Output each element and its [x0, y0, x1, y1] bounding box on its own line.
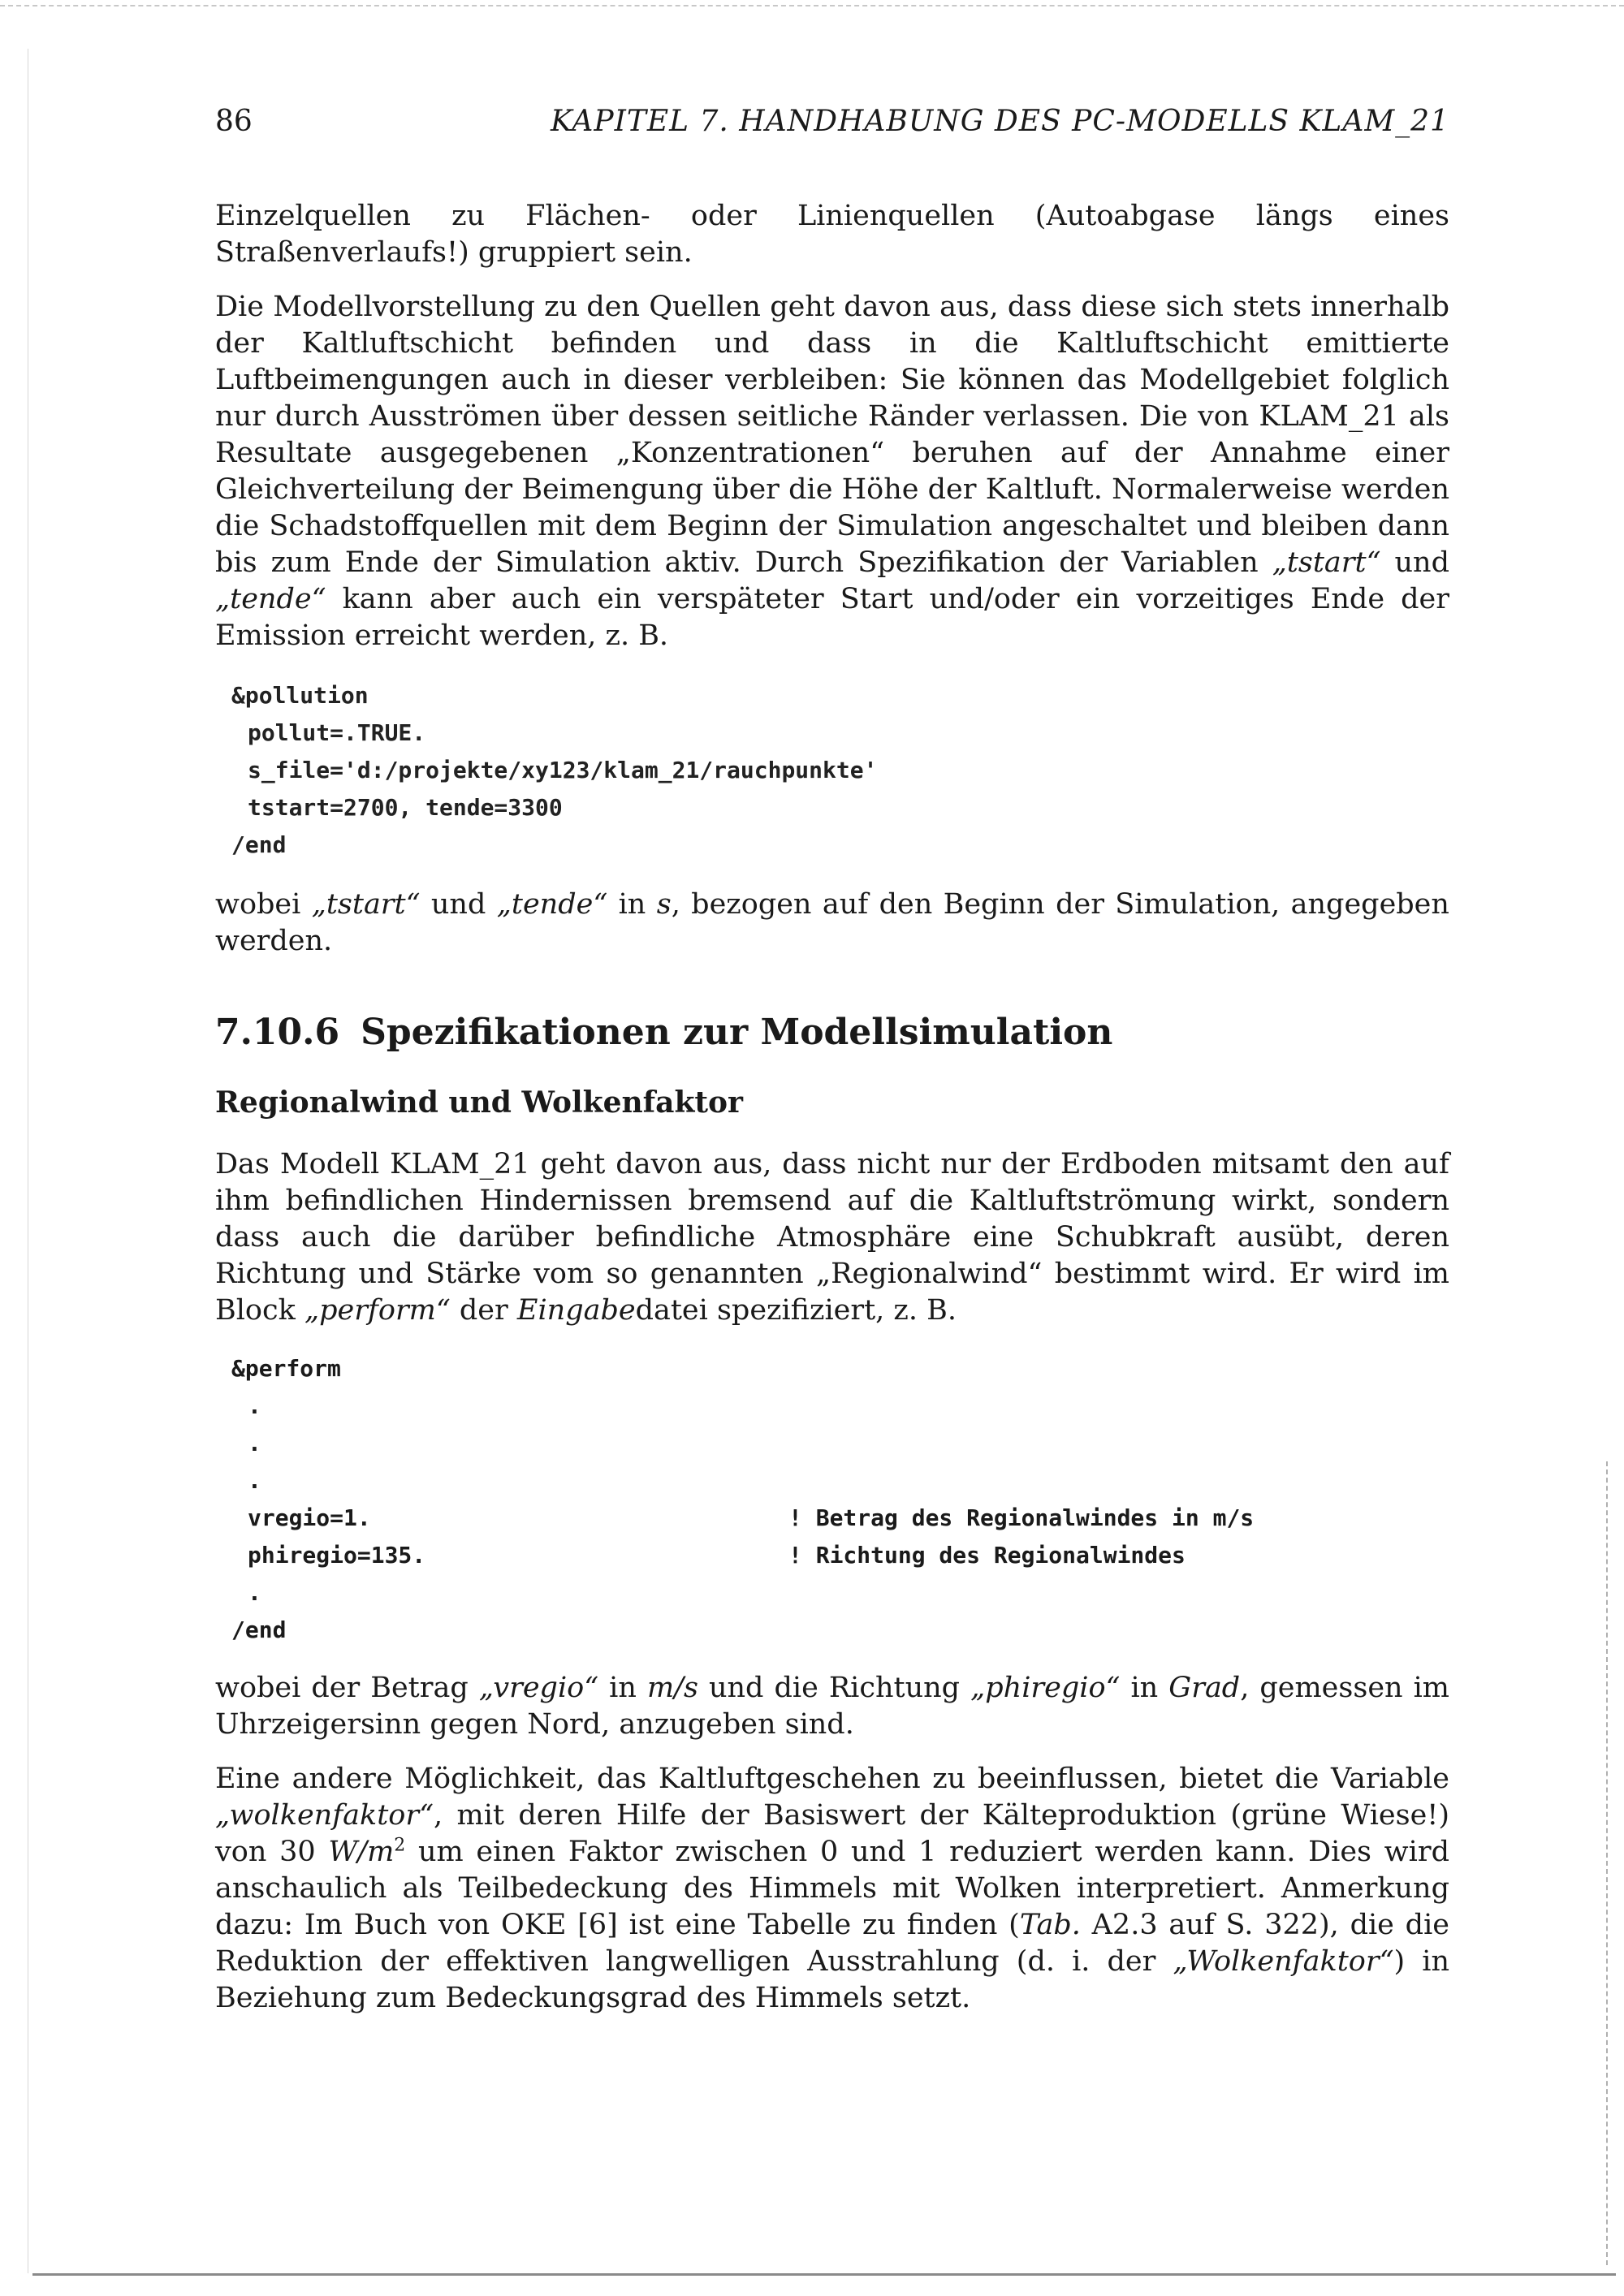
variable-wolkenfaktor-quote: „Wolkenfaktor“ [1173, 1945, 1394, 1978]
paragraph-text: Einzelquellen zu Flächen- oder Linienquellen (Autoabgase längs eines Straßenverlaufs!) gruppiert sein. [215, 200, 1449, 269]
paragraph-text: , mit deren Hilfe der Basiswert der Kälteproduktion (grüne Wiese!) von 30 [215, 1799, 1449, 1868]
code-line [231, 1425, 1449, 1462]
code-ellipsis-dot: . [248, 1430, 261, 1457]
paragraph-text: in [609, 1672, 637, 1704]
code-text: &perform [231, 1355, 341, 1382]
code-text: s_file='d:/projekte/xy123/klam_21/rauchpunkte' [248, 757, 878, 783]
paragraph-text: Die Modellvorstellung zu den Quellen geht davon aus, dass diese sich stets innerhalb der Kaltluftschicht befinden und dass in die Kaltluftschicht emittierte Luftbeimengungen auch in dieser verbleiben: Sie können das Modellgebiet folglich nur durch Ausströmen über dessen seitliche Ränder verlassen. Die von KLAM_21 als Resultate ausgegebenen „Konzentrationen“ beruhen auf der Annahme einer Gleichverteilung der Beimengung über die Höhe der Kaltluft. Normalerweise werden die Schadstoffquellen mit dem Beginn der Simulation angeschaltet und bleiben dann bis zum Ende der Simulation aktiv. Durch Spezifikation der Variablen [215, 291, 1449, 579]
code-line [231, 1500, 1449, 1537]
code-ellipsis-dot: . [248, 1579, 261, 1606]
code-ellipsis-dot: . [248, 1392, 261, 1419]
paragraph-text: und [1394, 546, 1449, 579]
section-number: 7.10.6 [215, 1012, 340, 1053]
table-reference: Tab. [1019, 1909, 1081, 1941]
paragraph-text: um einen Faktor zwischen 0 und 1 reduziert werden kann. Dies wird anschaulich als Teilbedeckung des Himmels mit Wolken interpretiert. Anmerkung dazu: Im Buch von OKE [6] ist eine Tabelle zu finden ( [215, 1836, 1449, 1941]
paragraph-vregio-phiregio [215, 1670, 1449, 1743]
variable-tende: „tende“ [215, 583, 326, 615]
code-block-perform [231, 1350, 1449, 1649]
code-line [231, 752, 1449, 789]
paragraph-text: kann aber auch ein verspäteter Start und/oder ein vorzeitiges Ende der Emission erreicht werden, z. B. [215, 583, 1449, 652]
paragraph-text: wobei der Betrag [215, 1672, 469, 1704]
scan-edge-right [1606, 1461, 1608, 2265]
file-name-eingabe: Eingabe [516, 1294, 636, 1327]
paragraph-text: A2.3 auf S. 322), die die Reduktion der effektiven langwelligen Ausstrahlung (d. i. der [215, 1909, 1449, 1978]
block-name-perform: „perform“ [304, 1294, 451, 1327]
paragraph-text: der [459, 1294, 508, 1327]
code-line [231, 714, 1449, 752]
unit-exponent: 2 [394, 1835, 406, 1856]
paragraph-text: datei spezifiziert, z. B. [635, 1294, 957, 1327]
paragraph-text: Das Modell KLAM_21 geht davon aus, dass nicht nur der Erdboden mitsamt den auf ihm befindlichen Hindernissen bremsend auf die Kaltluftströmung wirkt, sondern dass auch die darüber befindliche Atmosphäre eine Schubkraft ausübt, deren Richtung und Stärke vom so genannten „Regionalwind“ bestimmt wird. Er wird im Block [215, 1148, 1449, 1327]
variable-tende: „tende“ [496, 888, 608, 921]
paragraph-text: , bezogen auf den Beginn der Simulation, angegeben werden. [215, 888, 1449, 957]
code-text: phiregio=135. [248, 1542, 426, 1569]
subsection-heading: Regionalwind und Wolkenfaktor [215, 1085, 744, 1120]
page-body [215, 198, 1449, 2035]
paragraph-text: und die Richtung [708, 1672, 961, 1704]
variable-tstart: „tstart“ [1272, 546, 1381, 579]
code-line [231, 1350, 1449, 1388]
code-line [231, 1462, 1449, 1500]
variable-vregio: „vregio“ [478, 1672, 599, 1704]
code-text: /end [231, 1616, 287, 1643]
paragraph-text: , gemessen im Uhrzeigersinn gegen Nord, anzugeben sind. [215, 1672, 1449, 1741]
paragraph-text: und [430, 888, 486, 921]
code-line: &pollution [231, 682, 369, 709]
paragraph-text: wobei [215, 888, 301, 921]
code-text: vregio=1. [248, 1504, 371, 1531]
unit-seconds: s [656, 888, 672, 921]
paragraph-wolkenfaktor [215, 1761, 1449, 2017]
unit-m-per-s: m/s [646, 1672, 698, 1704]
scan-edge-bottom [32, 2273, 1616, 2276]
page-header [215, 99, 1449, 145]
paragraph-text: Eine andere Möglichkeit, das Kaltluftgeschehen zu beeinflussen, bietet die Variable [215, 1763, 1449, 1795]
code-line: /end [231, 831, 287, 858]
code-block-pollution [231, 677, 1449, 864]
code-line [231, 1537, 1449, 1574]
paragraph-sources-grouping [215, 198, 1449, 271]
section-heading [215, 1010, 1449, 1055]
section-title: Spezifikationen zur Modellsimulation [361, 1012, 1113, 1053]
code-text: pollut=.TRUE. [248, 719, 426, 746]
variable-tstart: „tstart“ [311, 888, 421, 921]
running-title: KAPITEL 7. HANDHABUNG DES PC-MODELLS KLAM_21 [550, 105, 1449, 138]
page-number: 86 [215, 105, 253, 138]
paragraph-regional-wind [215, 1146, 1449, 1329]
code-comment: ! Richtung des Regionalwindes [788, 1542, 1186, 1569]
scan-edge-top [0, 5, 1624, 6]
code-line [231, 1388, 1449, 1425]
code-text: tstart=2700, tende=3300 [248, 794, 563, 821]
paragraph-text: ) in Beziehung zum Bedeckungsgrad des Himmels setzt. [215, 1945, 1449, 2014]
unit-grad: Grad [1168, 1672, 1241, 1704]
paragraph-tstart-tende [215, 887, 1449, 960]
variable-wolkenfaktor: „wolkenfaktor“ [215, 1799, 434, 1832]
code-line [231, 1612, 1449, 1649]
code-comment: ! Betrag des Regionalwindes in m/s [788, 1504, 1255, 1531]
paragraph-model-concept [215, 289, 1449, 654]
variable-phiregio: „phiregio“ [970, 1672, 1121, 1704]
code-line [231, 789, 1449, 826]
paragraph-text: in [618, 888, 646, 921]
code-ellipsis-dot: . [248, 1467, 261, 1494]
paragraph-text: in [1130, 1672, 1159, 1704]
code-line [231, 1574, 1449, 1612]
unit-w-per-m2: W/m [328, 1836, 395, 1868]
